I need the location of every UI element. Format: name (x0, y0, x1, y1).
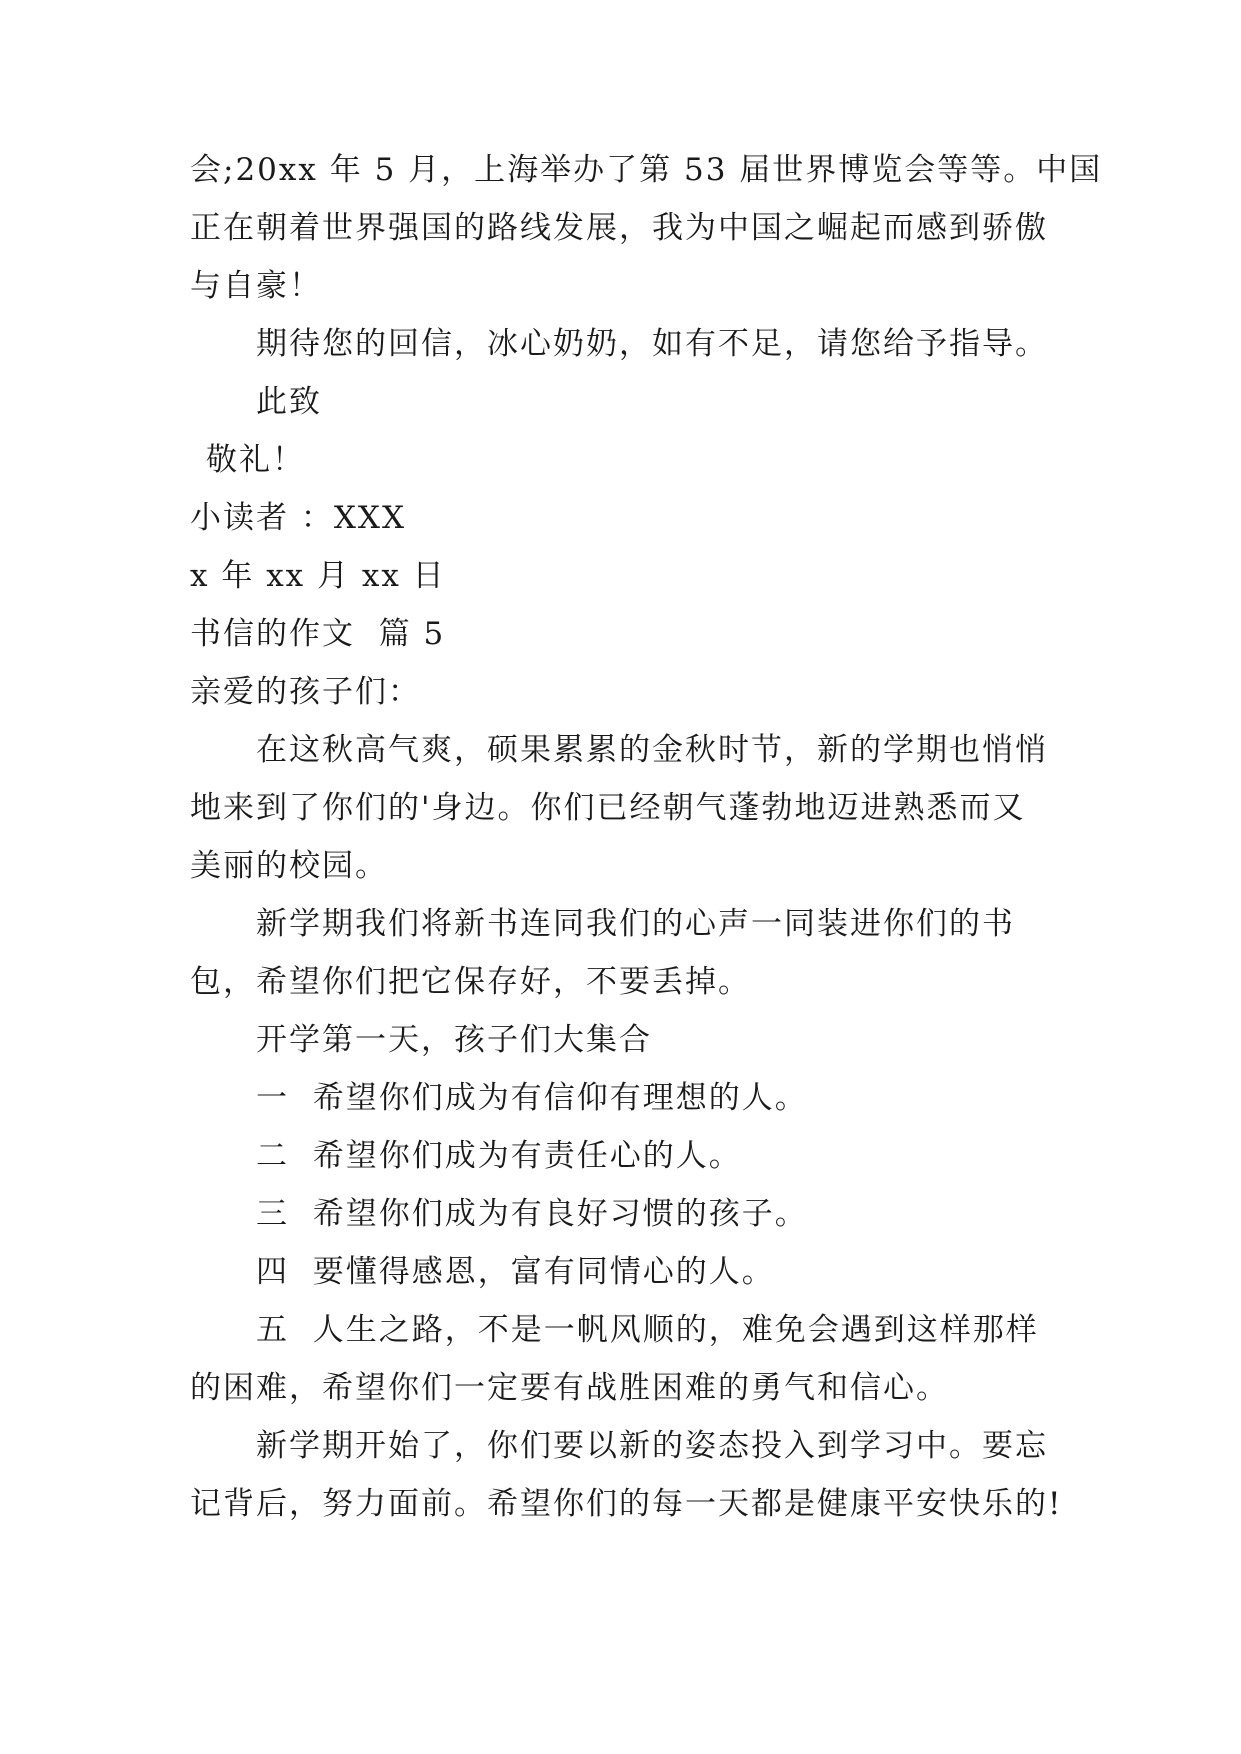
text-line: 美丽的校园。 (190, 848, 388, 884)
list-item: 二 希望你们成为有责任心的人。 (256, 1138, 742, 1174)
text-line: 的困难，希望你们一定要有战胜困难的勇气和信心。 (190, 1370, 949, 1406)
greeting: 亲爱的孩子们： (190, 674, 421, 710)
text-line: 会;20xx 年 5 月，上海举办了第 53 届世界博览会等等。中国 (190, 152, 1103, 188)
list-item: 三 希望你们成为有良好习惯的孩子。 (256, 1196, 808, 1232)
text-line: 正在朝着世界强国的路线发展，我为中国之崛起而感到骄傲 (190, 210, 1048, 246)
text-line: 地来到了你们的'身边。你们已经朝气蓬勃地迈进熟悉而又 (190, 790, 1026, 826)
text-line: 包，希望你们把它保存好，不要丢掉。 (190, 964, 751, 1000)
text-line: 新学期开始了，你们要以新的姿态投入到学习中。要忘 (256, 1428, 1048, 1464)
salutation: 敬礼！ (206, 442, 305, 478)
text-line: 期待您的回信，冰心奶奶，如有不足，请您给予指导。 (256, 326, 1048, 362)
signature: 小读者 ：XXX (190, 500, 407, 536)
date-line: x 年 xx 月 xx 日 (190, 558, 446, 594)
section-title: 书信的作文 篇 5 (190, 616, 446, 652)
text-line: 新学期我们将新书连同我们的心声一同装进你们的书 (256, 906, 1015, 942)
text-line: 开学第一天，孩子们大集合 (256, 1022, 652, 1058)
list-item: 一 希望你们成为有信仰有理想的人。 (256, 1080, 808, 1116)
text-line: 在这秋高气爽，硕果累累的金秋时节，新的学期也悄悄 (256, 732, 1048, 768)
list-item: 四 要懂得感恩，富有同情心的人。 (256, 1254, 775, 1290)
text-line: 与自豪！ (190, 268, 322, 304)
text-line: 记背后，努力面前。希望你们的每一天都是健康平安快乐的! (190, 1486, 1063, 1522)
closing-phrase: 此致 (256, 384, 322, 420)
list-item: 五 人生之路，不是一帆风顺的，难免会遇到这样那样 (256, 1312, 1039, 1348)
